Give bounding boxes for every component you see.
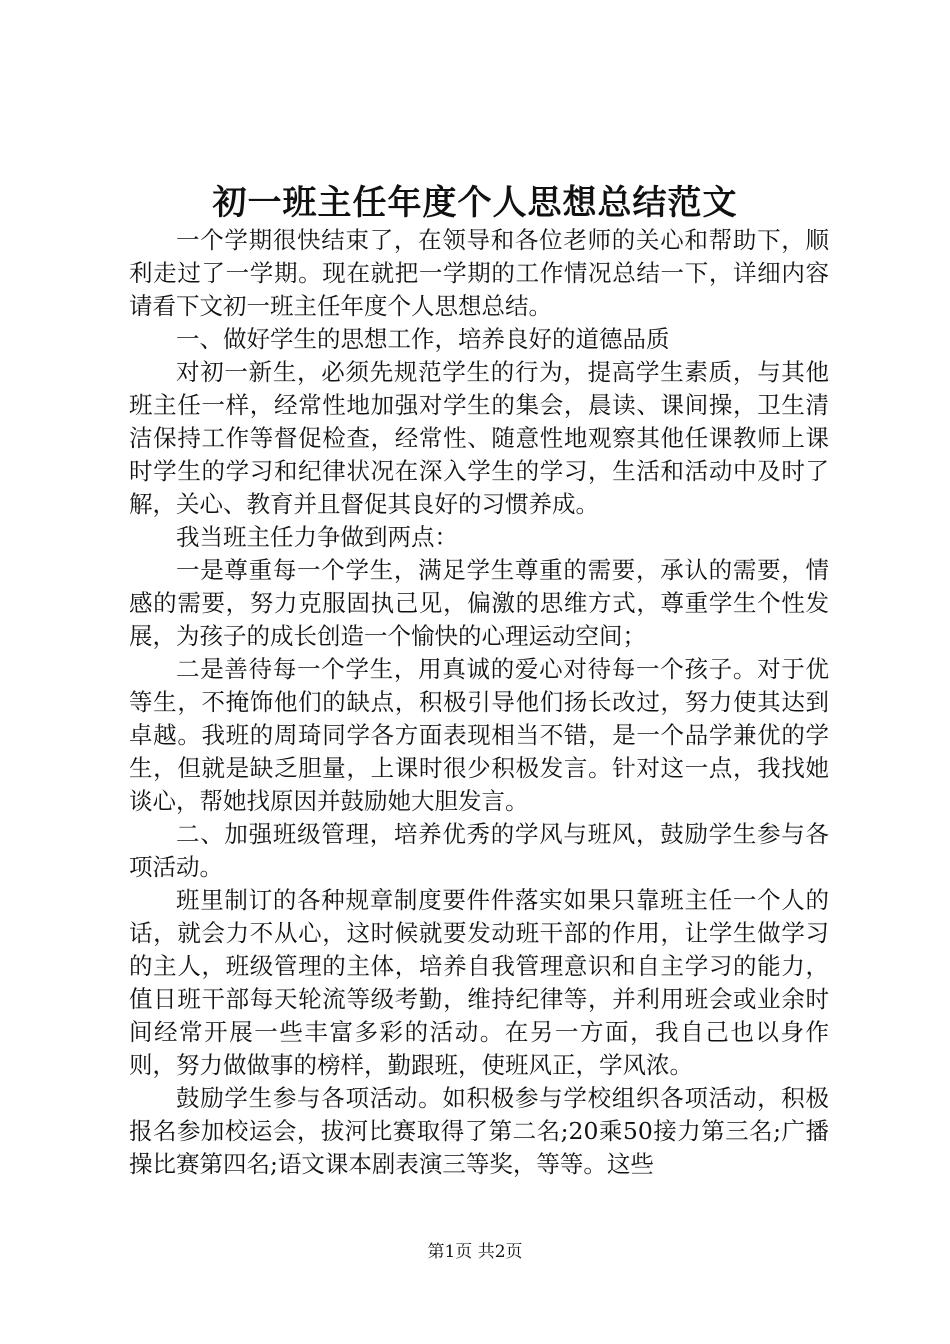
paragraph-intro: 一个学期很快结束了，在领导和各位老师的关心和帮助下，顺利走过了一学期。现在就把一学期的工作情况总结一下，详细内容请看下文初一班主任年度个人思想总结。 bbox=[129, 226, 829, 320]
paragraph-two-points: 我当班主任力争做到两点： bbox=[176, 523, 458, 551]
page-number-footer: 第1页 共2页 bbox=[427, 1242, 523, 1262]
document-body bbox=[129, 224, 829, 1181]
paragraph-class-management: 班里制订的各种规章制度要件件落实如果只靠班主任一个人的话，就会力不从心，这时候就要发动班干部的作用，让学生做学习的主人，班级管理的主体，培养自我管理意识和自主学习的能力，值日班干部每天轮流等级考勤，维持纪律等，并利用班会或业余时间经常开展一些丰富多彩的活动。在另一方面，我自己也以身作则，努力做做事的榜样，勤跟班，使班风正，学风浓。 bbox=[129, 886, 829, 1079]
section-heading-2: 二、加强班级管理，培养优秀的学风与班风，鼓励学生参与各项活动。 bbox=[129, 820, 829, 881]
paragraph-activities: 鼓励学生参与各项活动。如积极参与学校组织各项活动，积极报名参加校运会，拔河比赛取得了第二名;20乘50接力第三名;广播操比赛第四名;语文课本剧表演三等奖，等等。这些 bbox=[129, 1084, 829, 1178]
document-title: 初一班主任年度个人思想总结范文 bbox=[212, 183, 738, 223]
paragraph-norms: 对初一新生，必须先规范学生的行为，提高学生素质，与其他班主任一样，经常性地加强对学生的集会，晨读、课间操，卫生清洁保持工作等督促检查，经常性、随意性地观察其他任课教师上课时学生的学习和纪律状况在深入学生的学习，生活和活动中及时了解，关心、教育并且督促其良好的习惯养成。 bbox=[129, 358, 829, 518]
paragraph-point-one: 一是尊重每一个学生，满足学生尊重的需要，承认的需要，情感的需要，努力克服固执己见，偏激的思维方式，尊重学生个性发展，为孩子的成长创造一个愉快的心理运动空间； bbox=[129, 556, 829, 650]
section-heading-1: 一、做好学生的思想工作，培养良好的道德品质 bbox=[176, 325, 670, 353]
paragraph-point-two: 二是善待每一个学生，用真诚的爱心对待每一个孩子。对于优等生，不掩饰他们的缺点，积极引导他们扬长改过，努力使其达到卓越。我班的周琦同学各方面表现相当不错，是一个品学兼优的学生，但就是缺乏胆量，上课时很少积极发言。针对这一点，我找她谈心，帮她找原因并鼓励她大胆发言。 bbox=[129, 655, 829, 815]
